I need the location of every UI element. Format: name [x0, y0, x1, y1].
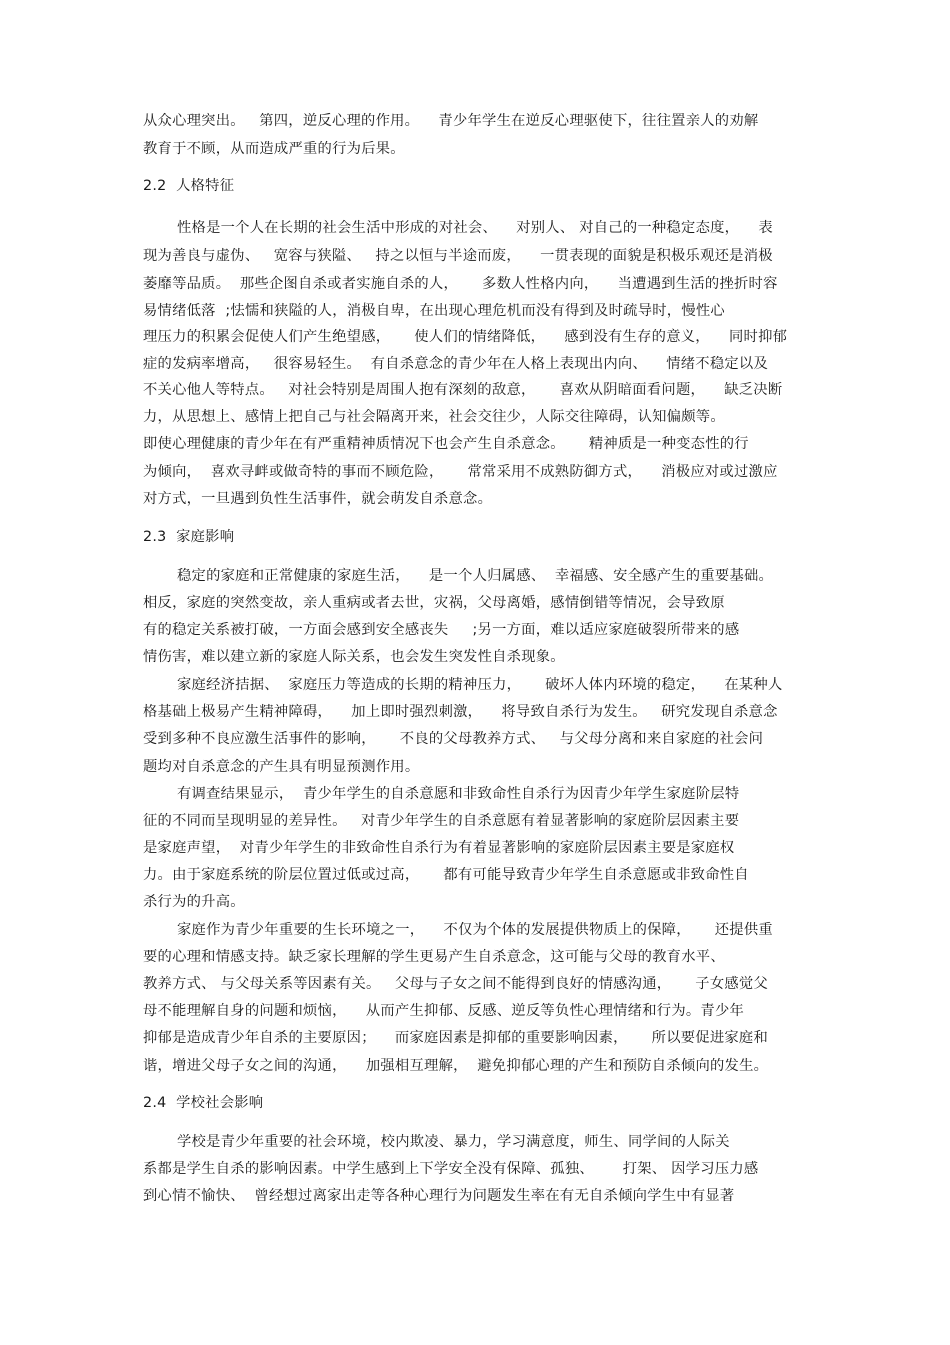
- text-line: 教育于不顾，从而造成严重的行为后果。: [143, 141, 405, 157]
- text-line: 要的心理和情感支持。缺乏家长理解的学生更易产生自杀意念，这可能与父母的教育水平、: [143, 949, 725, 965]
- text-line: 征的不同而呈现明显的差异性。 对青少年学生的自杀意愿有着显著影响的家庭阶层因素主要: [143, 813, 740, 829]
- text-line: 抑郁是造成青少年自杀的主要原因； 而家庭因素是抑郁的重要影响因素， 所以要促进家庭和: [143, 1030, 769, 1046]
- text-line: 有的稳定关系被打破，一方面会感到安全感丧失 ;另一方面，难以适应家庭破裂所带来的感: [143, 622, 740, 638]
- text-line: 易情绪低落 ;怯懦和狭隘的人，消极自卑，在出现心理危机而没有得到及时疏导时，慢性心: [143, 303, 725, 319]
- text-line: 相反，家庭的突然变故，亲人重病或者去世，灾祸，父母离婚，感情倒错等情况，会导致原: [143, 595, 725, 611]
- text-line: 即使心理健康的青少年在有严重精神质情况下也会产生自杀意念。 精神质是一种变态性的行: [143, 436, 749, 452]
- text-line: 萎靡等品质。 那些企图自杀或者实施自杀的人， 多数人性格内向， 当遭遇到生活的挫折时容: [143, 276, 778, 292]
- text-line: 不关心他人等特点。 对社会特别是周围人抱有深刻的敌意， 喜欢从阴暗面看问题， 缺乏决断: [143, 382, 783, 398]
- text-line: 症的发病率增高， 很容易轻生。 有自杀意念的青少年在人格上表现出内向、 情绪不稳定以及: [143, 356, 769, 372]
- section-heading: 2.3 家庭影响: [143, 529, 235, 545]
- section-heading: 2.4 学校社会影响: [143, 1095, 264, 1111]
- text-line: 从众心理突出。 第四，逆反心理的作用。 青少年学生在逆反心理驱使下，往往置亲人的劝解: [143, 113, 759, 129]
- text-line: 杀行为的升高。: [143, 894, 245, 910]
- text-line: 为倾向， 喜欢寻衅或做奇特的事而不顾危险， 常常采用不成熟防御方式， 消极应对或过激应: [143, 464, 778, 480]
- text-line: 格基础上极易产生精神障碍， 加上即时强烈刺激， 将导致自杀行为发生。 研究发现自杀意念: [143, 704, 778, 720]
- text-line: 力，从思想上、感情上把自己与社会隔离开来，社会交往少，人际交往障碍，认知偏颇等。: [143, 409, 725, 425]
- text-line: 稳定的家庭和正常健康的家庭生活， 是一个人归属感、 幸福感、安全感产生的重要基础。: [177, 568, 774, 584]
- text-line: 理压力的积累会促使人们产生绝望感， 使人们的情绪降低， 感到没有生存的意义， 同时抑郁: [143, 329, 788, 345]
- text-line: 对方式，一旦遇到负性生活事件，就会萌发自杀意念。: [143, 491, 493, 507]
- text-line: 教养方式、 与父母关系等因素有关。 父母与子女之间不能得到良好的情感沟通， 子女感觉父: [143, 976, 769, 992]
- text-line: 题均对自杀意念的产生具有明显预测作用。: [143, 759, 420, 775]
- text-line: 有调查结果显示， 青少年学生的自杀意愿和非致命性自杀行为因青少年学生家庭阶层特: [177, 786, 740, 802]
- text-line: 到心情不愉快、 曾经想过离家出走等各种心理行为问题发生率在有无自杀倾向学生中有显著: [143, 1188, 735, 1204]
- text-line: 现为善良与虚伪、 宽容与狭隘、 持之以恒与半途而废， 一贯表现的面貌是积极乐观还是消极: [143, 248, 773, 264]
- text-line: 谐，增进父母子女之间的沟通， 加强相互理解， 避免抑郁心理的产生和预防自杀倾向的发生。: [143, 1058, 769, 1074]
- text-line: 性格是一个人在长期的社会生活中形成的对社会、 对别人、 对自己的一种稳定态度， 表: [177, 220, 773, 236]
- text-line: 情伤害，难以建立新的家庭人际关系，也会发生突发性自杀现象。: [143, 649, 565, 665]
- text-line: 家庭作为青少年重要的生长环境之一， 不仅为个体的发展提供物质上的保障， 还提供重: [177, 922, 773, 938]
- text-line: 家庭经济拮据、 家庭压力等造成的长期的精神压力， 破坏人体内环境的稳定， 在某种人: [177, 677, 783, 693]
- text-line: 受到多种不良应激生活事件的影响， 不良的父母教养方式、 与父母分离和来自家庭的社会问: [143, 731, 764, 747]
- text-line: 系都是学生自杀的影响因素。中学生感到上下学安全没有保障、孤独、 打架、 因学习压力感: [143, 1161, 759, 1177]
- text-line: 力。由于家庭系统的阶层位置过低或过高， 都有可能导致青少年学生自杀意愿或非致命性自: [143, 867, 749, 883]
- text-line: 是家庭声望， 对青少年学生的非致命性自杀行为有着显著影响的家庭阶层因素主要是家庭权: [143, 840, 735, 856]
- section-heading: 2.2 人格特征: [143, 178, 235, 194]
- text-line: 母不能理解自身的问题和烦恼， 从而产生抑郁、反感、逆反等负性心理情绪和行为。青少年: [143, 1003, 745, 1019]
- text-line: 学校是青少年重要的社会环境，校内欺凌、暴力，学习满意度，师生、同学间的人际关: [177, 1134, 730, 1150]
